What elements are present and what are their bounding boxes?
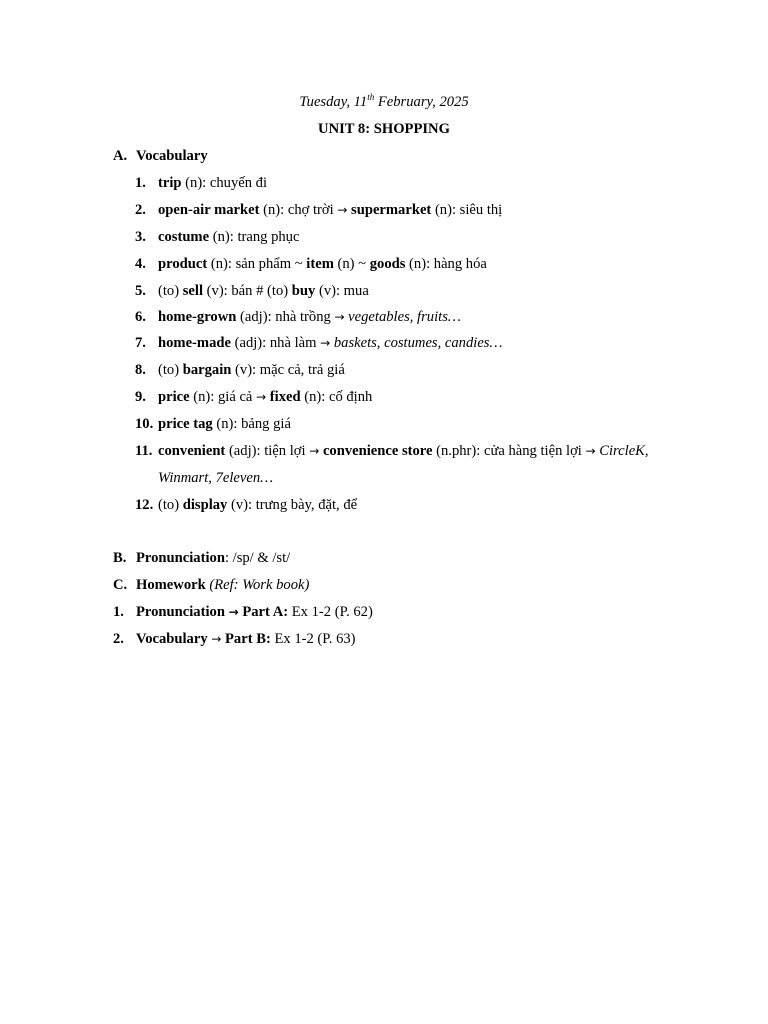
vocab-number: 1. (135, 175, 146, 191)
date-ordinal-suffix: th (367, 92, 375, 102)
vocab-number: 11. (135, 443, 153, 459)
vocab-item-price-tag: price tag (n): bảng giá (158, 416, 291, 432)
vocab-item-product: product (n): sản phẩm ~ item (n) ~ goods (n): hàng hóa (158, 256, 487, 272)
unit-title: UNIT 8: SHOPPING (318, 121, 450, 137)
vocab-item-convenient-continued: Winmart, 7eleven… (158, 470, 274, 486)
section-a-heading: Vocabulary (136, 148, 208, 164)
vocab-item-costume: costume (n): trang phục (158, 229, 300, 245)
vocab-item-home-made: home-made (adj): nhà làm → baskets, costumes, candies… (158, 335, 503, 351)
vocab-item-home-grown: home-grown (adj): nhà trồng → vegetables, fruits… (158, 309, 461, 325)
arrow-right-icon: → (334, 310, 345, 324)
vocab-item-bargain: (to) bargain (v): mặc cả, trả giá (158, 362, 345, 378)
vocab-number: 9. (135, 389, 146, 405)
vocab-item-trip: trip (n): chuyến đi (158, 175, 268, 191)
arrow-right-icon: → (320, 336, 331, 350)
vocab-number: 4. (135, 256, 146, 272)
vocab-number: 6. (135, 309, 146, 325)
vocab-number: 5. (135, 283, 146, 299)
vocab-number: 3. (135, 229, 146, 245)
vocab-item-sell-buy: (to) sell (v): bán # (to) buy (v): mua (158, 283, 369, 299)
arrow-right-icon: → (228, 605, 239, 619)
arrow-right-icon: → (309, 444, 320, 458)
section-c-marker: C. (113, 577, 128, 593)
vocab-item-display: (to) display (v): trưng bày, đặt, để (158, 497, 358, 513)
arrow-right-icon: → (337, 203, 348, 217)
homework-item-pronunciation: Pronunciation → Part A: Ex 1-2 (P. 62) (136, 604, 373, 620)
vocab-number: 10. (135, 416, 154, 432)
homework-number: 1. (113, 604, 124, 620)
arrow-right-icon: → (211, 632, 222, 646)
vocab-number: 8. (135, 362, 146, 378)
arrow-right-icon: → (256, 390, 267, 404)
vocab-item-price: price (n): giá cả → fixed (n): cố định (158, 389, 373, 405)
lesson-date: Tuesday, 11th February, 2025 (299, 92, 469, 110)
vocab-number: 2. (135, 202, 146, 218)
vocab-item-convenient: convenient (adj): tiện lợi → convenience store (n.phr): cửa hàng tiện lợi → CircleK, (158, 443, 649, 459)
vocab-number: 7. (135, 335, 146, 351)
vocab-item-market: open-air market (n): chợ trời → supermarket (n): siêu thị (158, 202, 503, 218)
section-a-marker: A. (113, 148, 128, 164)
vocab-number: 12. (135, 497, 154, 513)
arrow-right-icon: → (585, 444, 596, 458)
section-b-heading: Pronunciation: /sp/ & /st/ (136, 550, 291, 566)
homework-number: 2. (113, 631, 124, 647)
section-b-marker: B. (113, 550, 127, 566)
homework-item-vocabulary: Vocabulary → Part B: Ex 1-2 (P. 63) (136, 631, 356, 647)
section-c-heading: Homework (Ref: Work book) (136, 577, 310, 593)
